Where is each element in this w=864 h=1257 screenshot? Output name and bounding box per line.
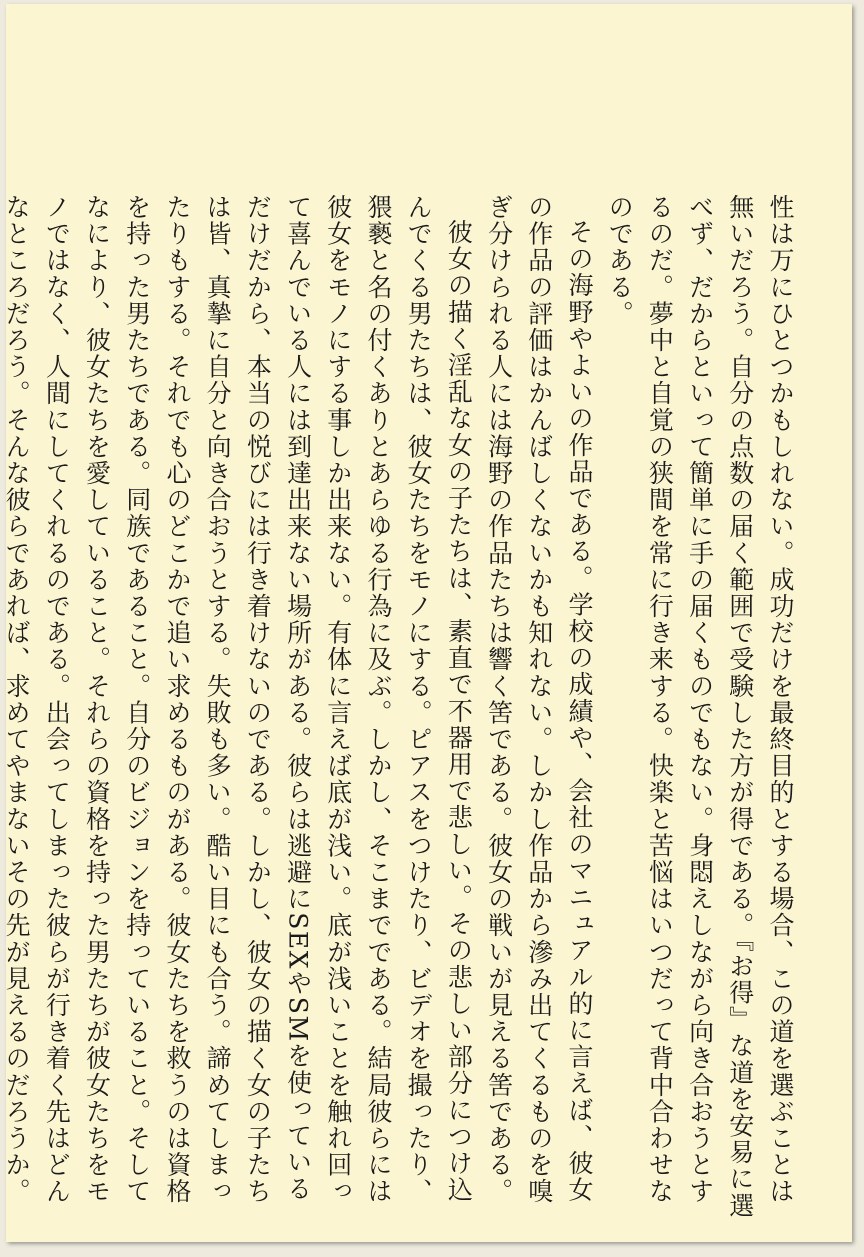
vertical-text-body <box>2 194 800 1224</box>
paragraph-2: その海野やよいの作品である。学校の成績や、会社のマニュアル的に言えば、彼女の作品の評価はかんばしくないかも知れない。しかし作品から滲み出てくるものを嗅ぎ分けられる人には海野の作品たちは響く筈である。彼女の戦いが見える筈である。 <box>484 194 594 1205</box>
paragraph-3: 彼女の描く淫乱な女の子たちは、素直で不器用で悲しい。その悲しい部分につけ込んでくる男たちは、彼女たちをモノにする。ピアスをつけたり、ビデオを撮ったり、猥褻と名の付くありとあらゆる行為に及ぶ。しかし、そこまでである。結局彼らには彼女をモノにする事しか出来ない。有体に言えば底が浅い。底が浅いことを触れ回って喜んでいる人には到達出来ない場所がある。彼らは逃避にSEXやSMを使っているだけだから、本当の悦びには行き着けないのである。しかし、彼女の描く女の子たちは皆、真摯に自分と向き合おうとする。失敗も多い。酷い目にも合う。諦めてしまったりもする。それでも心のどこかで追い求めるものがある。彼女たちを救うのは資格を持った男たちである。同族であること。自分のビジョンを持っていること。そしてなにより、彼女たちを愛していること。それらの資格を持った男たちが彼女たちをモノではなく、人間にしてくれるのである。出会ってしまった彼らが行き着く先はどんなところだろう。そんな彼らであれば、求めてやまないその先が見えるのだろうか。 <box>2 194 474 1205</box>
book-page <box>2 4 852 1242</box>
paragraph-1: 性は万にひとつかもしれない。成功だけを最終目的とする場合、この道を選ぶことは無いだろう。自分の点数の届く範囲で受験した方が得である。『お得』な道を安易に選べず、だからといって簡単に手の届くものでもない。身悶えしながら向き合おうとするのだ。夢中と自覚の狭間を常に行き来する。快楽と苦悩はいつだって背中合わせなのである。 <box>605 194 795 1219</box>
